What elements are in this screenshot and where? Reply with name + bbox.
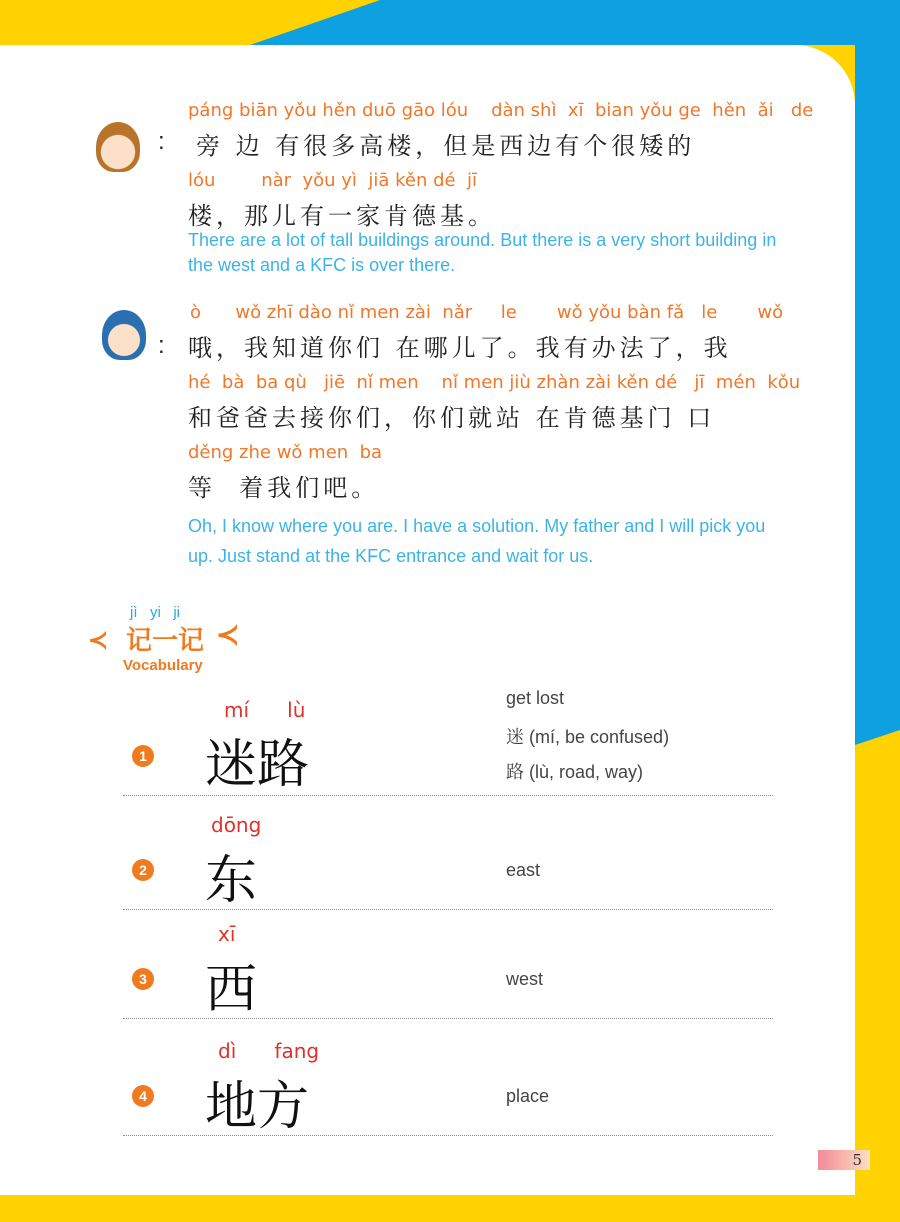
pinyin-line: ò wǒ zhī dào nǐ men zài nǎr le wǒ yǒu bàn fǎ le wǒ xyxy=(190,302,784,323)
vocab-hanzi: 地方 xyxy=(205,1077,310,1137)
burst-left-icon: ≺ xyxy=(88,627,109,654)
english-translation: up. Just stand at the KFC entrance and wait for us. xyxy=(188,546,594,566)
divider xyxy=(123,795,773,796)
hanzi-line: 哦，我知道你们 在哪儿了。我有办法了，我 xyxy=(188,334,732,362)
vocab-meaning: east xyxy=(506,860,541,880)
boy-avatar xyxy=(102,310,146,360)
burst-right-icon: ≺ xyxy=(216,619,240,650)
pinyin-line: děng zhe wǒ men ba xyxy=(188,442,383,463)
vocab-pinyin: xī xyxy=(218,922,236,946)
hanzi-line: 楼，那儿有一家肯德基。 xyxy=(188,202,496,230)
pinyin-line: lóu nàr yǒu yì jiā kěn dé jī xyxy=(188,170,478,191)
page-number: 5 xyxy=(852,1151,862,1169)
vocab-hanzi: 东 xyxy=(205,851,258,911)
hanzi-line: 等 着我们吧。 xyxy=(188,474,380,502)
divider xyxy=(123,909,773,910)
divider xyxy=(123,1135,773,1136)
colon: : xyxy=(158,128,165,155)
item-number: 2 xyxy=(132,859,154,881)
vocab-meaning: west xyxy=(506,969,544,989)
section-title: 记一记 xyxy=(126,626,205,656)
vocab-note: 迷 (mí, be confused) xyxy=(506,727,670,747)
colon: : xyxy=(158,332,165,359)
vocab-pinyin: dōng xyxy=(211,813,262,837)
section-pinyin: jì yi ji xyxy=(130,604,181,621)
vocab-hanzi: 西 xyxy=(205,960,258,1020)
vocab-meaning: place xyxy=(506,1086,550,1106)
english-translation: the west and a KFC is over there. xyxy=(188,255,456,275)
english-translation: There are a lot of tall buildings around. But there is a very short building in xyxy=(188,230,777,250)
hanzi-line: 和爸爸去接你们，你们就站 在肯德基门 口 xyxy=(188,404,716,432)
item-number: 4 xyxy=(132,1085,154,1107)
hanzi-line: 旁 边 有很多高楼，但是西边有个很矮的 xyxy=(196,132,696,160)
girl-avatar xyxy=(96,122,140,172)
vocab-note: 路 (lù, road, way) xyxy=(506,762,644,782)
english-translation: Oh, I know where you are. I have a solution. My father and I will pick you xyxy=(188,516,766,536)
pinyin-line: páng biān yǒu hěn duō gāo lóu dàn shì xī bian yǒu ge hěn ǎi de xyxy=(188,100,814,121)
vocab-meaning: get lost xyxy=(506,688,565,708)
divider xyxy=(123,1018,773,1019)
vocab-pinyin: mí lù xyxy=(224,698,306,722)
item-number: 1 xyxy=(132,745,154,767)
page-number-tab xyxy=(818,1150,870,1170)
vocab-hanzi: 迷路 xyxy=(205,735,310,795)
vocab-pinyin: dì fang xyxy=(218,1039,320,1063)
item-number: 3 xyxy=(132,968,154,990)
pinyin-line: hé bà ba qù jiē nǐ men nǐ men jiù zhàn zài kěn dé jī mén kǒu xyxy=(188,372,801,393)
section-subtitle: Vocabulary xyxy=(123,657,203,674)
